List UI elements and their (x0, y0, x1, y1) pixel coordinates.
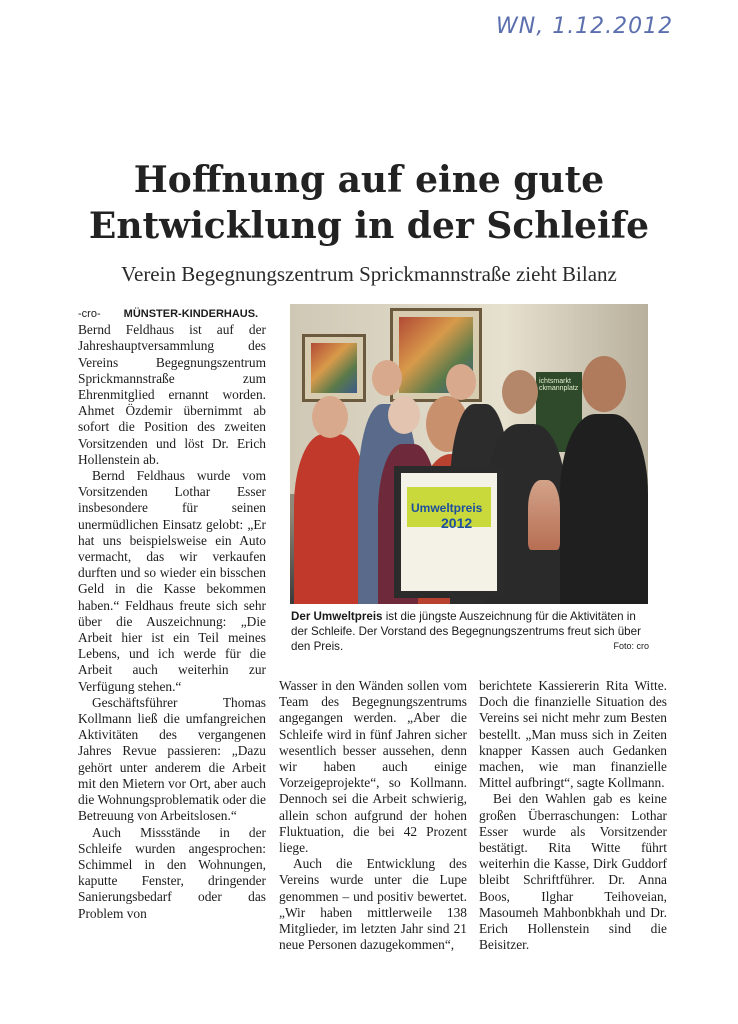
award-trophy (528, 480, 560, 550)
person-5-head (446, 364, 476, 400)
banner-text: ichtsmarkt ckmannplatz (539, 378, 579, 392)
dateline: MÜNSTER-KINDERHAUS. (123, 308, 259, 320)
certificate-word: Umweltpreis (411, 501, 483, 515)
handwritten-date-note: WN, 1.12.2012 (496, 14, 674, 39)
article-column-1 (78, 306, 266, 922)
person-1 (294, 434, 368, 604)
article-column-2 (279, 678, 467, 953)
kicker (78, 306, 266, 322)
person-7 (560, 414, 648, 604)
certificate-year: 2012 (441, 515, 473, 531)
article-column-3 (479, 678, 667, 953)
headline (60, 157, 678, 249)
col1-paragraph-3: Geschäftsführer Thomas Kollmann ließ die umfangreichen Aktivitäten des vergangenen Jahres Revue passieren: „Dazu gehört unter anderem die Arbeit mit den Mietern vor Ort, aber auch die Wohnungsproblematik oder die Betreuung von Arbeitslosen.“ (78, 694, 266, 824)
wall-painting-left (302, 334, 366, 402)
col2-paragraph-1: Wasser in den Wänden sollen vom Team des Begegnungszentrums angegangen werden. „Aber die Schleife wird in fünf Jahren sicher wesentlich besser aussehen, denn wir haben auch einige Vorzeigeprojekte“, so Kollmann. Dennoch sei die Arbeit schwierig, allein schon aufgrund der hohen Fluktuation, die bei 42 Prozent liege. (279, 678, 467, 856)
byline: -cro- (78, 308, 101, 320)
col1-paragraph-4: Auch Missstände in der Schleife wurden angesprochen: Schimmel in den Wohnungen, kaputte Fenster, dringender Sanierungsbedarf oder das Problem von (78, 824, 266, 921)
col1-paragraph-2: Bernd Feldhaus wurde vom Vorsitzenden Lothar Esser insbesondere für seinen unermüdlichen Einsatz gelobt: „Er hat uns beispielsweise ein Auto vermacht, das wir verkaufen durften und so wieder ein bisschen Geld in die Kasse bekommen haben.“ Feldhaus freute sich sehr über die Auszeichnung: „Die Arbeit hier ist ein Teil meines Lebens, und ich werde für die Arbeit auch weiterhin zur Verfügung stehen.“ (78, 468, 266, 694)
person-7-head (582, 356, 626, 412)
person-6-head (502, 370, 538, 414)
col2-paragraph-2: Auch die Entwicklung des Vereins wurde unter die Lupe genommen – und positiv bewertet. „Wir haben mittlerweile 138 Mitglieder, im letzten Jahr sind 21 neue Personen dazugekommen“, (279, 856, 467, 953)
headline-line-2: Entwicklung in der Schleife (88, 205, 650, 247)
caption-text: ist die jüngste Auszeichnung für die Aktivitäten in der Schleife. Der Vorstand des Begegnungszentrums freut sich über den Preis. (291, 610, 641, 653)
subheadline: Verein Begegnungszentrum Sprickmannstraße zieht Bilanz (121, 262, 617, 286)
group-photo (290, 304, 648, 604)
col1-paragraph-1: Bernd Feldhaus ist auf der Jahreshauptversammlung des Vereins Begegnungszentrum Sprickmannstraße zum Ehrenmitglied ernannt worden. Ahmet Özdemir übernimmt ab sofort die Position des zweiten Vorsitzenden und löst Dr. Erich Hollenstein ab. (78, 322, 266, 467)
photo-caption (291, 609, 651, 654)
person-1-head (312, 396, 348, 438)
award-certificate (394, 466, 504, 598)
col3-paragraph-1: berichtete Kassiererin Rita Witte. Doch die finanzielle Situation des Vereins sei nicht mehr zum Besten bestellt. „Man muss sich in Zeiten knapper Kassen auch Gedanken machen, wie man finanzielle Mittel aufbringt“, sagte Kollmann. (479, 678, 667, 791)
col3-paragraph-2: Bei den Wahlen gab es keine großen Überraschungen: Lothar Esser wurde als Vorsitzender bestätigt. Rita Witte führt weiterhin die Kasse, Dirk Guddorf bleibt Schriftführer. Dr. Anna Boos, Ilghar Teihoveian, Masoumeh Mahbonbkhah und Dr. Erich Hollenstein sind die Beisitzer. (479, 791, 667, 953)
caption-lead: Der Umweltpreis (291, 610, 383, 623)
person-3-head (388, 396, 420, 434)
person-2-head (372, 360, 402, 396)
photo-credit: Foto: cro (613, 641, 649, 651)
headline-line-1: Hoffnung auf eine gute (133, 159, 605, 201)
